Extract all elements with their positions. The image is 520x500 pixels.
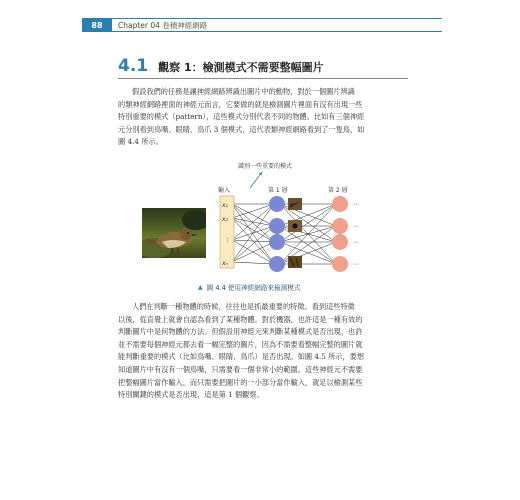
input-ellipsis: ⋮ (225, 237, 231, 244)
paragraph-line: 並不需要每個神經元都去看一幅完整的圖片，因為不需要看整幅完整的圖片就 (118, 339, 363, 349)
caption-triangle-icon: ▲ (198, 283, 203, 291)
intro-paragraph (118, 86, 410, 149)
input-x2: x₂ (222, 216, 228, 223)
dots-row3: ⋯ (353, 239, 359, 246)
paragraph-line: 知道圖片中有沒有一個鳥嘴，只需要看一個非常小的範圍。這些神經元不需要 (118, 364, 363, 374)
connections (232, 204, 336, 264)
paragraph-line: 以後，從直覺上就會自認為看到了某種物體。對於機器，也許這是一種有效的 (118, 314, 363, 324)
body-paragraph (118, 301, 410, 402)
dots-row1: ⋯ (353, 201, 359, 208)
paragraph-line: 假設我們的任務是讓神經網路辨識出圖片中的動物，對於一個圖片辨識 (132, 87, 355, 96)
layer2-label: 第 2 層 (328, 187, 348, 194)
dots-row2: ⋯ (353, 223, 359, 230)
paragraph-line: 能判斷重要的模式（比如鳥嘴、眼睛、鳥爪）是否出現。如圖 4.5 所示，要想 (118, 352, 365, 362)
paragraph-line: 特別關鍵的模式是否出現，這是第 1 個觀察。 (118, 390, 264, 400)
chapter-title: Chapter 04 卷積神經網路 (112, 18, 442, 32)
network-diagram (140, 160, 380, 280)
paragraph-line: 元分別看到鳥嘴、眼睛、鳥爪 3 個模式，這代表類神經網路看到了一隻鳥，如 (118, 124, 365, 134)
layer2-node (332, 234, 348, 250)
layer2-node (332, 196, 348, 212)
paragraph-line: 人們在判斷一種物體的時候，往往也是抓最重要的特徵。看到這些特徵 (132, 302, 355, 311)
layer1-node (269, 234, 285, 250)
running-header (82, 18, 442, 32)
caption-text: 圖 4.4 使用神經網路來檢測模式 (206, 284, 301, 292)
section-heading (118, 56, 408, 79)
input-x1: x₁ (222, 202, 228, 209)
layer2-nodes (332, 196, 348, 272)
input-xn: xₙ (222, 260, 228, 267)
section-title: 觀察 1：檢測模式不需要整幅圖片 (158, 61, 324, 74)
input-label: 輸入 (218, 187, 231, 194)
layer1-nodes (269, 196, 285, 272)
claw-patch (288, 256, 302, 268)
figure-caption (198, 282, 398, 292)
paragraph-line: 圖 4.4 所示。 (118, 137, 163, 147)
layer2-node (332, 256, 348, 272)
layer1-label: 第 1 層 (268, 187, 288, 194)
section-number: 4.1 (118, 56, 149, 76)
layer1-node (269, 218, 285, 234)
input-column (220, 196, 234, 268)
page-number: 88 (82, 18, 112, 32)
layer1-node (269, 196, 285, 212)
dots-row4: ⋯ (353, 261, 359, 268)
layer1-node (269, 256, 285, 272)
paragraph-line: 的類神經網路裡面的神經元而言，它要做的就是檢測圖片裡面有沒有出現一些 (118, 99, 363, 109)
paragraph-line: 特別重要的模式（pattern），這些模式分別代表不同的物體。比如有三個神經 (118, 112, 365, 122)
annotation-label: 識別一些重要的模式 (238, 163, 293, 170)
layer2-node (332, 218, 348, 234)
paragraph-line: 把整幅圖片當作輸入，而只需要把圖片的一小部分當作輸入，就足以檢測某些 (118, 377, 363, 387)
paragraph-line: 判斷圖片中是何物體的方法。但假設用神經元來判斷某種模式是否出現，也許 (118, 327, 363, 337)
